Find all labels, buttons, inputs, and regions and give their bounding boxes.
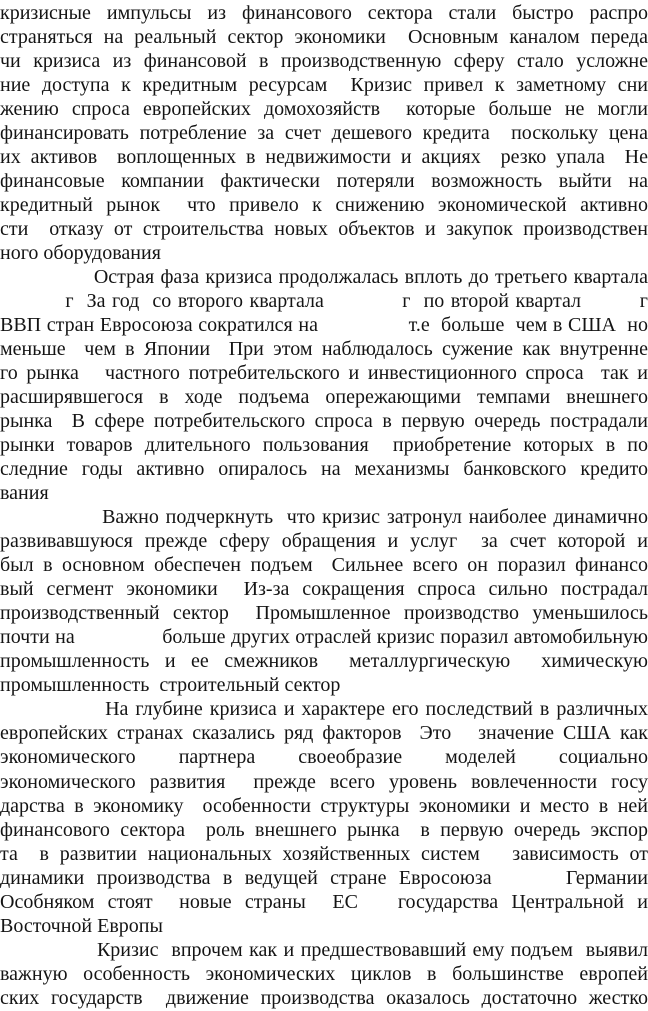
text-line: Особняком стоят новые страны ЕС государства Центральной и bbox=[0, 890, 648, 913]
text-line: жению спроса европейских домохозяйств которые больше не могли bbox=[0, 98, 648, 121]
text-line: динамики производства в ведущей стране Евросоюза Германии bbox=[0, 866, 648, 889]
text-line: следние годы активно опиралось на механизмы банковского кредито bbox=[0, 458, 648, 481]
text-line: кредитный рынок что привело к снижению экономической активно bbox=[0, 194, 648, 217]
text-line: вый сегмент экономики Из-за сокращения спроса сильно пострадал bbox=[0, 578, 648, 601]
text-line: Восточной Европы bbox=[0, 914, 163, 937]
text-line: Важно подчеркнуть что кризис затронул наиболее динамично bbox=[0, 506, 648, 529]
text-line: европейских странах сказались ряд факторов Это значение США как bbox=[0, 722, 648, 745]
text-line: рынка В сфере потребительского спроса в первую очередь пострадали bbox=[0, 410, 648, 433]
text-line: чи кризиса из финансовой в производственную сферу стало усложне bbox=[0, 50, 648, 73]
text-line: кризисные импульсы из финансового сектора стали быстро распро bbox=[0, 2, 648, 24]
text-line: вания bbox=[0, 482, 49, 505]
text-line: ного оборудования bbox=[0, 242, 161, 265]
text-line: Кризис впрочем как и предшествовавший ему подъем выявил bbox=[0, 938, 648, 961]
text-line: важную особенность экономических циклов в большинстве европей bbox=[0, 962, 648, 985]
text-line: финансового сектора роль внешнего рынка в первую очередь экспор bbox=[0, 818, 648, 841]
text-line: та в развитии национальных хозяйственных систем зависимость от bbox=[0, 842, 648, 865]
text-line: их активов воплощенных в недвижимости и акциях резко упала Не bbox=[0, 146, 648, 169]
text-line: промышленность и ее смежников металлургическую химическую bbox=[0, 650, 648, 673]
text-line: г За год со второго квартала г по второй квартал г bbox=[0, 290, 648, 313]
text-line: На глубине кризиса и характере его последствий в различных bbox=[0, 698, 648, 721]
text-line: сти отказу от строительства новых объектов и закупок производствен bbox=[0, 218, 648, 241]
text-line: страняться на реальный сектор экономики Основным каналом переда bbox=[0, 26, 648, 49]
text-line: производственный сектор Промышленное производство уменьшилось bbox=[0, 602, 648, 625]
text-line: финансировать потребление за счет дешевого кредита поскольку цена bbox=[0, 122, 648, 145]
text-line: промышленность строительный сектор bbox=[0, 674, 341, 697]
text-line: Острая фаза кризиса продолжалась вплоть до третьего квартала bbox=[0, 266, 648, 289]
text-line: развивавшуюся прежде сферу обращения и услуг за счет которой и bbox=[0, 530, 648, 553]
text-line: ских государств движение производства оказалось достаточно жестко bbox=[0, 986, 648, 1009]
text-line: ВВП стран Евросоюза сократился на т.е больше чем в США но bbox=[0, 314, 648, 337]
text-line: был в основном обеспечен подъем Сильнее всего он поразил финансо bbox=[0, 554, 648, 577]
text-line: рынки товаров длительного пользования приобретение которых в по bbox=[0, 434, 648, 457]
text-line: почти на больше других отраслей кризис поразил автомобильную bbox=[0, 626, 648, 649]
text-column bbox=[0, 1, 648, 1010]
text-line: дарства в экономику особенности структуры экономики и место в ней bbox=[0, 794, 648, 817]
text-line: экономического партнера своеобразие моделей социально bbox=[0, 746, 648, 769]
text-line: расширявшегося в ходе подъема опережающими темпами внешнего bbox=[0, 386, 648, 409]
text-line: экономического развития прежде всего уровень вовлеченности госу bbox=[0, 770, 648, 793]
text-line: меньше чем в Японии При этом наблюдалось сужение как внутренне bbox=[0, 338, 648, 361]
text-line: финансовые компании фактически потеряли возможность выйти на bbox=[0, 170, 648, 193]
text-line: го рынка частного потребительского и инвестиционного спроса так и bbox=[0, 362, 648, 385]
text-line: ние доступа к кредитным ресурсам Кризис привел к заметному сни bbox=[0, 74, 648, 97]
